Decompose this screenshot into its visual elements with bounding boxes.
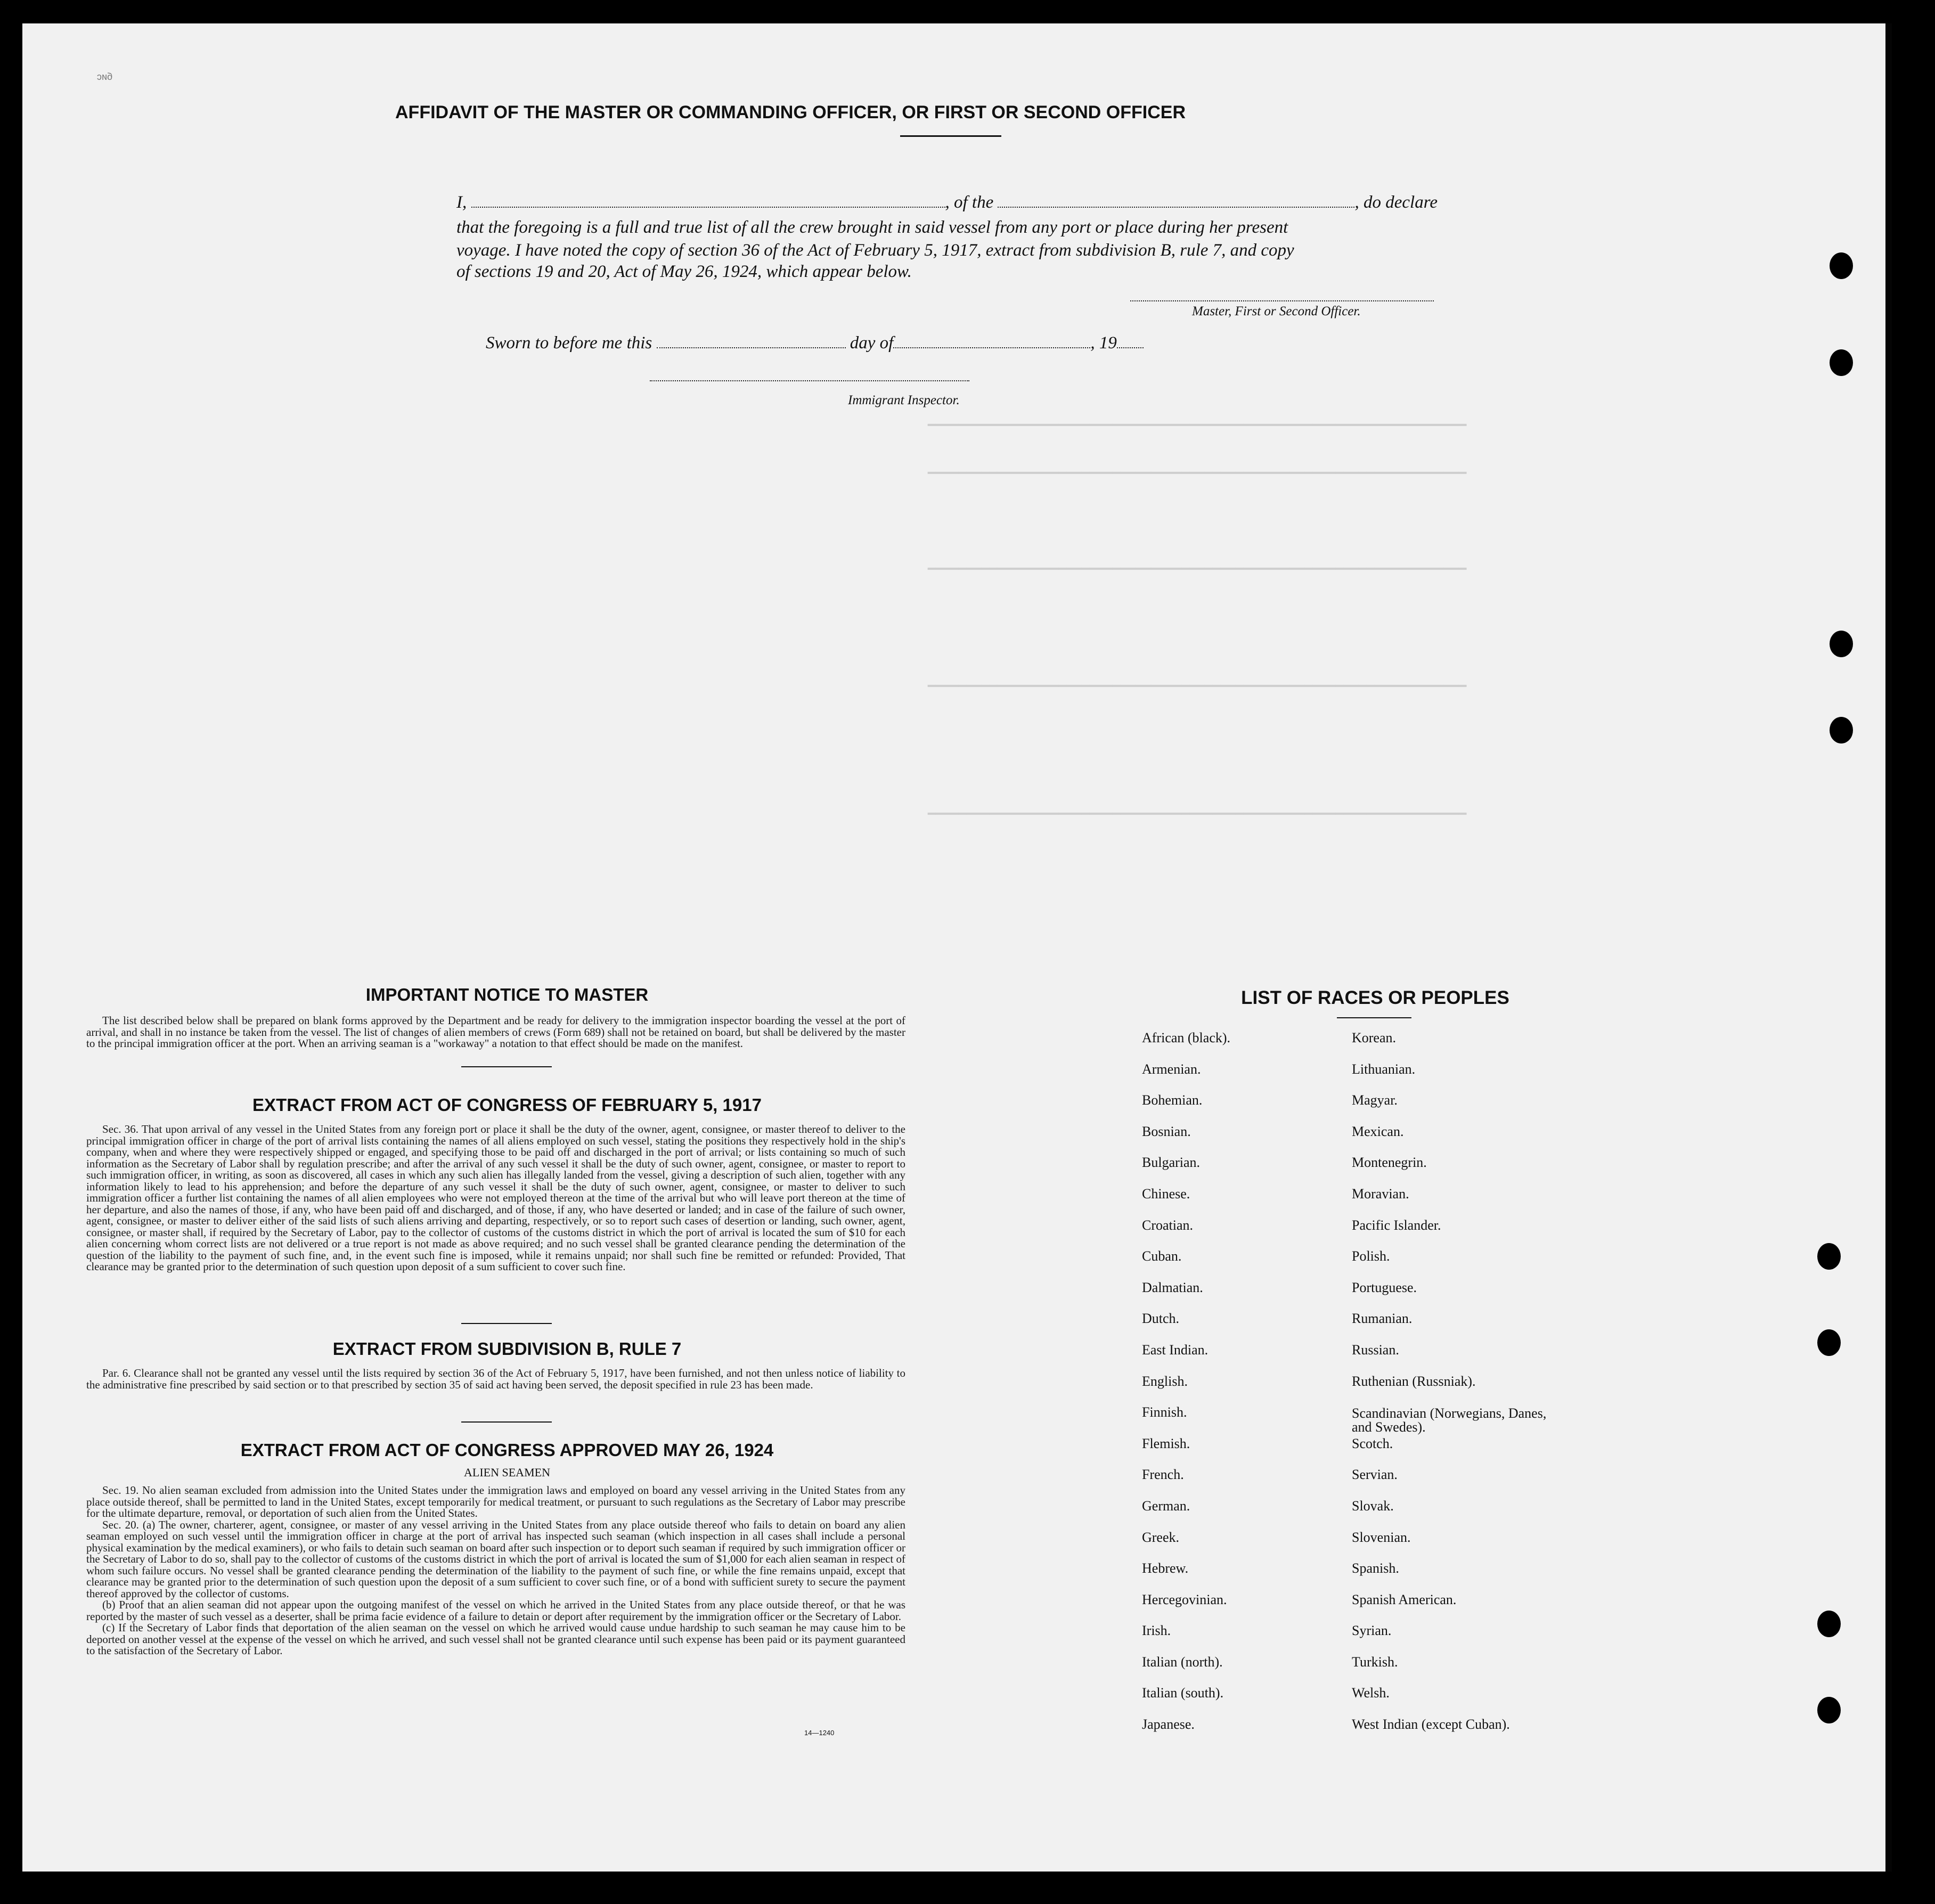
race-item: Magyar. xyxy=(1352,1092,1398,1108)
race-item: Lithuanian. xyxy=(1352,1061,1416,1077)
race-item: Cuban. xyxy=(1142,1248,1182,1264)
sworn-line xyxy=(486,333,1144,353)
notice-text xyxy=(86,1015,905,1050)
punch-hole-icon xyxy=(1817,1243,1841,1270)
race-item: Mexican. xyxy=(1352,1123,1404,1139)
race-item: Croatian. xyxy=(1142,1217,1194,1233)
vessel-name-field[interactable] xyxy=(998,193,1354,208)
sworn-day-field[interactable] xyxy=(657,333,846,348)
race-item: Spanish American. xyxy=(1352,1591,1457,1607)
section-19-paragraph: Sec. 19. No alien seaman excluded from admission into the United States under the immigration laws and employed on board any vessel arriving in the United States from any place outside thereof, shall be permitted to land in the United States, except temporarily for medical treatment, or pursuant to such regulations as the Secretary of Labor may prescribe for the ultimate departure, removal, or deportation of such alien from the United States. xyxy=(86,1484,905,1519)
affidavit-line-4: of sections 19 and 20, Act of May 26, 1924, which appear below. xyxy=(456,262,912,281)
affidavit-declarant-line xyxy=(456,193,1438,213)
form-number: 14—1240 xyxy=(804,1729,835,1737)
races-title: LIST OF RACES OR PEOPLES xyxy=(1241,987,1509,1008)
races-title-rule xyxy=(1337,1017,1411,1018)
bleed-through-texture: ━━━━━━━━━━━━━━━━━━━━━━━━━━━━━━━━━━━━━━━━━━━━━━━━━━━━━━━━━━━━━━━━━━━━━━ xyxy=(928,419,1467,434)
race-item: Turkish. xyxy=(1352,1654,1398,1670)
section-rule-3 xyxy=(461,1421,552,1423)
bleed-through-texture: ━━━━━━━━━━━━━━━━━━━━━━━━━━━━━━━━━━━━━━━━━━━━━━━━━━━━━━━━━━━━━━━━━━━━━━ xyxy=(928,680,1467,694)
race-item: East Indian. xyxy=(1142,1342,1209,1358)
race-item: Ruthenian (Russniak). xyxy=(1352,1373,1476,1389)
race-item: West Indian (except Cuban). xyxy=(1352,1717,1510,1733)
section-rule-2 xyxy=(461,1323,552,1324)
declarant-name-field[interactable] xyxy=(471,193,945,208)
race-item: Italian (north). xyxy=(1142,1654,1223,1670)
binding-edge xyxy=(1885,23,1892,1872)
race-item: Spanish. xyxy=(1352,1560,1399,1576)
notice-paragraph: The list described below shall be prepared on blank forms approved by the Department and be ready for delivery to the immigration inspector boarding the vessel at the port of arrival, and shall in no instance be taken from the vessel. The list of changes of alien members of crews (Form 689) shall not be retained on board, but shall be delivered by the master to the principal immigration officer at the port. When an arriving seaman is a "workaway" a notation to that effect should be made on the manifest. xyxy=(86,1014,905,1050)
race-item: Bulgarian. xyxy=(1142,1155,1201,1171)
affidavit-title-rule xyxy=(900,135,1001,137)
races-left-column xyxy=(1142,1030,1344,1748)
affidavit-line-3: voyage. I have noted the copy of section 36 of the Act of February 5, 1917, extract from subdivision B, rule 7, and copy xyxy=(456,241,1294,260)
race-item: Bosnian. xyxy=(1142,1123,1191,1139)
declarant-prefix: I, xyxy=(456,193,467,212)
races-right-column xyxy=(1352,1030,1575,1748)
race-item: German. xyxy=(1142,1498,1190,1514)
rule7-text xyxy=(86,1368,905,1391)
declarant-vessel-label: , of the xyxy=(945,193,994,212)
affidavit-line-2: that the foregoing is a full and true list of all the crew brought in said vessel from any port or place during her present xyxy=(456,218,1288,237)
corner-mark: бис xyxy=(97,71,113,82)
inspector-signature-line[interactable] xyxy=(650,380,969,381)
race-item: Russian. xyxy=(1352,1342,1399,1358)
race-item: Portuguese. xyxy=(1352,1279,1417,1295)
notice-title: IMPORTANT NOTICE TO MASTER xyxy=(365,985,649,1004)
race-item: Chinese. xyxy=(1142,1186,1190,1202)
document-page xyxy=(22,23,1892,1872)
race-item: African (black). xyxy=(1142,1030,1231,1045)
alien-seamen-subtitle: ALIEN SEAMEN xyxy=(464,1466,550,1479)
race-item: Japanese. xyxy=(1142,1717,1195,1733)
affidavit-title: AFFIDAVIT OF THE MASTER OR COMMANDING OFFICER, OR FIRST OR SECOND OFFICER xyxy=(395,102,1186,122)
punch-hole-icon xyxy=(1830,252,1853,279)
sworn-month-field[interactable] xyxy=(893,333,1090,348)
sworn-day-label: day of xyxy=(850,333,894,353)
race-item: Slovak. xyxy=(1352,1498,1394,1514)
extract-1924-text xyxy=(86,1485,905,1657)
master-signature-label: Master, First or Second Officer. xyxy=(1192,304,1361,318)
race-item: Montenegrin. xyxy=(1352,1155,1427,1171)
section-rule-1 xyxy=(461,1066,552,1067)
punch-hole-icon xyxy=(1817,1611,1841,1637)
punch-hole-icon xyxy=(1830,717,1853,743)
race-item: Welsh. xyxy=(1352,1685,1390,1701)
race-item: Rumanian. xyxy=(1352,1311,1413,1327)
bleed-through-texture: ━━━━━━━━━━━━━━━━━━━━━━━━━━━━━━━━━━━━━━━━━━━━━━━━━━━━━━━━━━━━━━━━━━━━━━ xyxy=(928,563,1467,577)
punch-hole-icon xyxy=(1830,349,1853,376)
race-item: Syrian. xyxy=(1352,1623,1392,1639)
sworn-year-field[interactable] xyxy=(1117,333,1144,348)
race-item: Flemish. xyxy=(1142,1435,1190,1451)
race-item: Polish. xyxy=(1352,1248,1390,1264)
race-item: Irish. xyxy=(1142,1623,1171,1639)
race-item: Moravian. xyxy=(1352,1186,1409,1202)
race-item: Korean. xyxy=(1352,1030,1397,1045)
race-item: Armenian. xyxy=(1142,1061,1201,1077)
race-item: Hebrew. xyxy=(1142,1560,1189,1576)
race-item: Dutch. xyxy=(1142,1311,1180,1327)
race-item: Finnish. xyxy=(1142,1404,1187,1420)
race-item: French. xyxy=(1142,1467,1184,1483)
extract-1924-title: EXTRACT FROM ACT OF CONGRESS APPROVED MAY 26, 1924 xyxy=(240,1440,774,1460)
inspector-label: Immigrant Inspector. xyxy=(848,393,960,407)
section-20b-paragraph: (b) Proof that an alien seaman did not appear upon the outgoing manifest of the vessel on which he arrived in the United States from any place outside thereof, or that he was reported by the master of such vessel as a deserter, shall be prima facie evidence of a failure to detain or deport after requirement by the immigration officer or the Secretary of Labor. xyxy=(86,1598,905,1623)
race-item: Slovenian. xyxy=(1352,1529,1411,1545)
race-item: Scotch. xyxy=(1352,1435,1393,1451)
bleed-through-texture: ━━━━━━━━━━━━━━━━━━━━━━━━━━━━━━━━━━━━━━━━━━━━━━━━━━━━━━━━━━━━━━━━━━━━━━ xyxy=(928,808,1467,822)
sworn-prefix: Sworn to before me this xyxy=(486,333,652,353)
rule7-title: EXTRACT FROM SUBDIVISION B, RULE 7 xyxy=(332,1339,682,1359)
master-signature-line[interactable] xyxy=(1130,300,1434,301)
section-20c-paragraph: (c) If the Secretary of Labor finds that deportation of the alien seaman on the vessel on which he arrived would cause undue hardship to such seaman he may cause him to be deported on another vessel at the expense of the vessel on which he arrived, and such vessel shall not be granted clearance until such expense has been paid or its payment guaranteed to the satisfaction of the Secretary of Labor. xyxy=(86,1621,905,1657)
bleed-through-texture: ━━━━━━━━━━━━━━━━━━━━━━━━━━━━━━━━━━━━━━━━━━━━━━━━━━━━━━━━━━━━━━━━━━━━━━ xyxy=(928,467,1467,481)
extract-1917-text xyxy=(86,1124,905,1273)
race-item: Hercegovinian. xyxy=(1142,1591,1227,1607)
race-item: Scandinavian (Norwegians, Danes, and Swedes). xyxy=(1352,1405,1547,1435)
race-item: Pacific Islander. xyxy=(1352,1217,1441,1233)
race-item: Bohemian. xyxy=(1142,1092,1203,1108)
race-item: Dalmatian. xyxy=(1142,1279,1203,1295)
section-20a-paragraph: Sec. 20. (a) The owner, charterer, agent, consignee, or master of any vessel arriving in the United States from any place outside thereof who fails to detain on board any alien seaman employed on such vessel until the immigration officer in charge at the port of arrival has inspected such seaman (which inspection in all cases shall include a personal physical examination by the medical examiners), or who fails to detain such seaman on board after such inspection or to deport such seaman if required by such immigration officer or the Secretary of Labor to do so, shall pay to the collector of customs of the customs district in which the port of arrival is located the sum of $1,000 for each alien seaman in respect of whom such failure occurs. No vessel shall be granted clearance pending the determination of the liability to the payment of such fine, or while the fine remains unpaid, except that clearance may be granted prior to the determination of such question upon the deposit of a sum sufficient to cover such fine, or of a bond with sufficient surety to secure the payment thereof approved by the collector of customs. xyxy=(86,1518,905,1600)
punch-hole-icon xyxy=(1817,1697,1841,1723)
race-item: Italian (south). xyxy=(1142,1685,1224,1701)
rule7-paragraph: Par. 6. Clearance shall not be granted any vessel until the lists required by section 36 of the Act of February 5, 1917, have been furnished, and not then unless notice of liability to the administrative fine prescribed by said section or to that prescribed by section 35 of said act having been served, the deposit specified in rule 23 has been made. xyxy=(86,1367,905,1391)
extract-1917-title: EXTRACT FROM ACT OF CONGRESS OF FEBRUARY 5, 1917 xyxy=(252,1095,762,1115)
race-item: English. xyxy=(1142,1373,1188,1389)
punch-hole-icon xyxy=(1830,631,1853,657)
sworn-year-label: , 19 xyxy=(1090,333,1117,353)
declare-label: , do declare xyxy=(1354,193,1438,212)
race-item: Servian. xyxy=(1352,1467,1398,1483)
punch-hole-icon xyxy=(1817,1329,1841,1356)
section-36-paragraph: Sec. 36. That upon arrival of any vessel in the United States from any foreign port or place it shall be the duty of the owner, agent, consignee, or master thereof to deliver to the principal immigration officer in charge of the port of arrival lists containing the names of all aliens employed on such vessel, stating the positions they respectively hold in the ship's company, when and where they were respectively shipped or engaged, and specifying those to be paid off and discharged in the port of arrival; or lists containing so much of such information as the Secretary of Labor shall by regulation prescribe; and after the arrival of any such vessel it shall be the duty of such owner, agent, consignee, or master to report to such immigration officer, in writing, as soon as discovered, all cases in which any such alien has illegally landed from the vessel, giving a description of such alien, together with any information likely to lead to his apprehension; and before the departure of any such vessel it shall be the duty of such owner, agent, consignee, or master to deliver to such immigration officer a further list containing the names of all alien employees who were not employed thereon at the time of the arrival but who will leave port thereon at the time of her departure, and also the names of those, if any, who have been paid off and discharged, and of those, if any, who have deserted or landed; and in case of the failure of such owner, agent, consignee, or master to deliver either of the said lists of such aliens arriving and departing, respectively, or so to report such cases of desertion or landing, such owner, agent, consignee, or master shall, if required by the Secretary of Labor, pay to the collector of customs of the customs district in which the port of arrival is located the sum of $10 for each alien concerning whom correct lists are not delivered or a true report is not made as above required; and no such vessel shall be granted clearance pending the determination of the question of the liability to the payment of such fine, and, in the event such fine is imposed, while it remains unpaid; nor shall such fine be remitted or refunded: Provided, That clearance may be granted prior to the determination of such question upon deposit of a sum sufficient to cover such fine. xyxy=(86,1123,905,1273)
race-item: Greek. xyxy=(1142,1529,1180,1545)
